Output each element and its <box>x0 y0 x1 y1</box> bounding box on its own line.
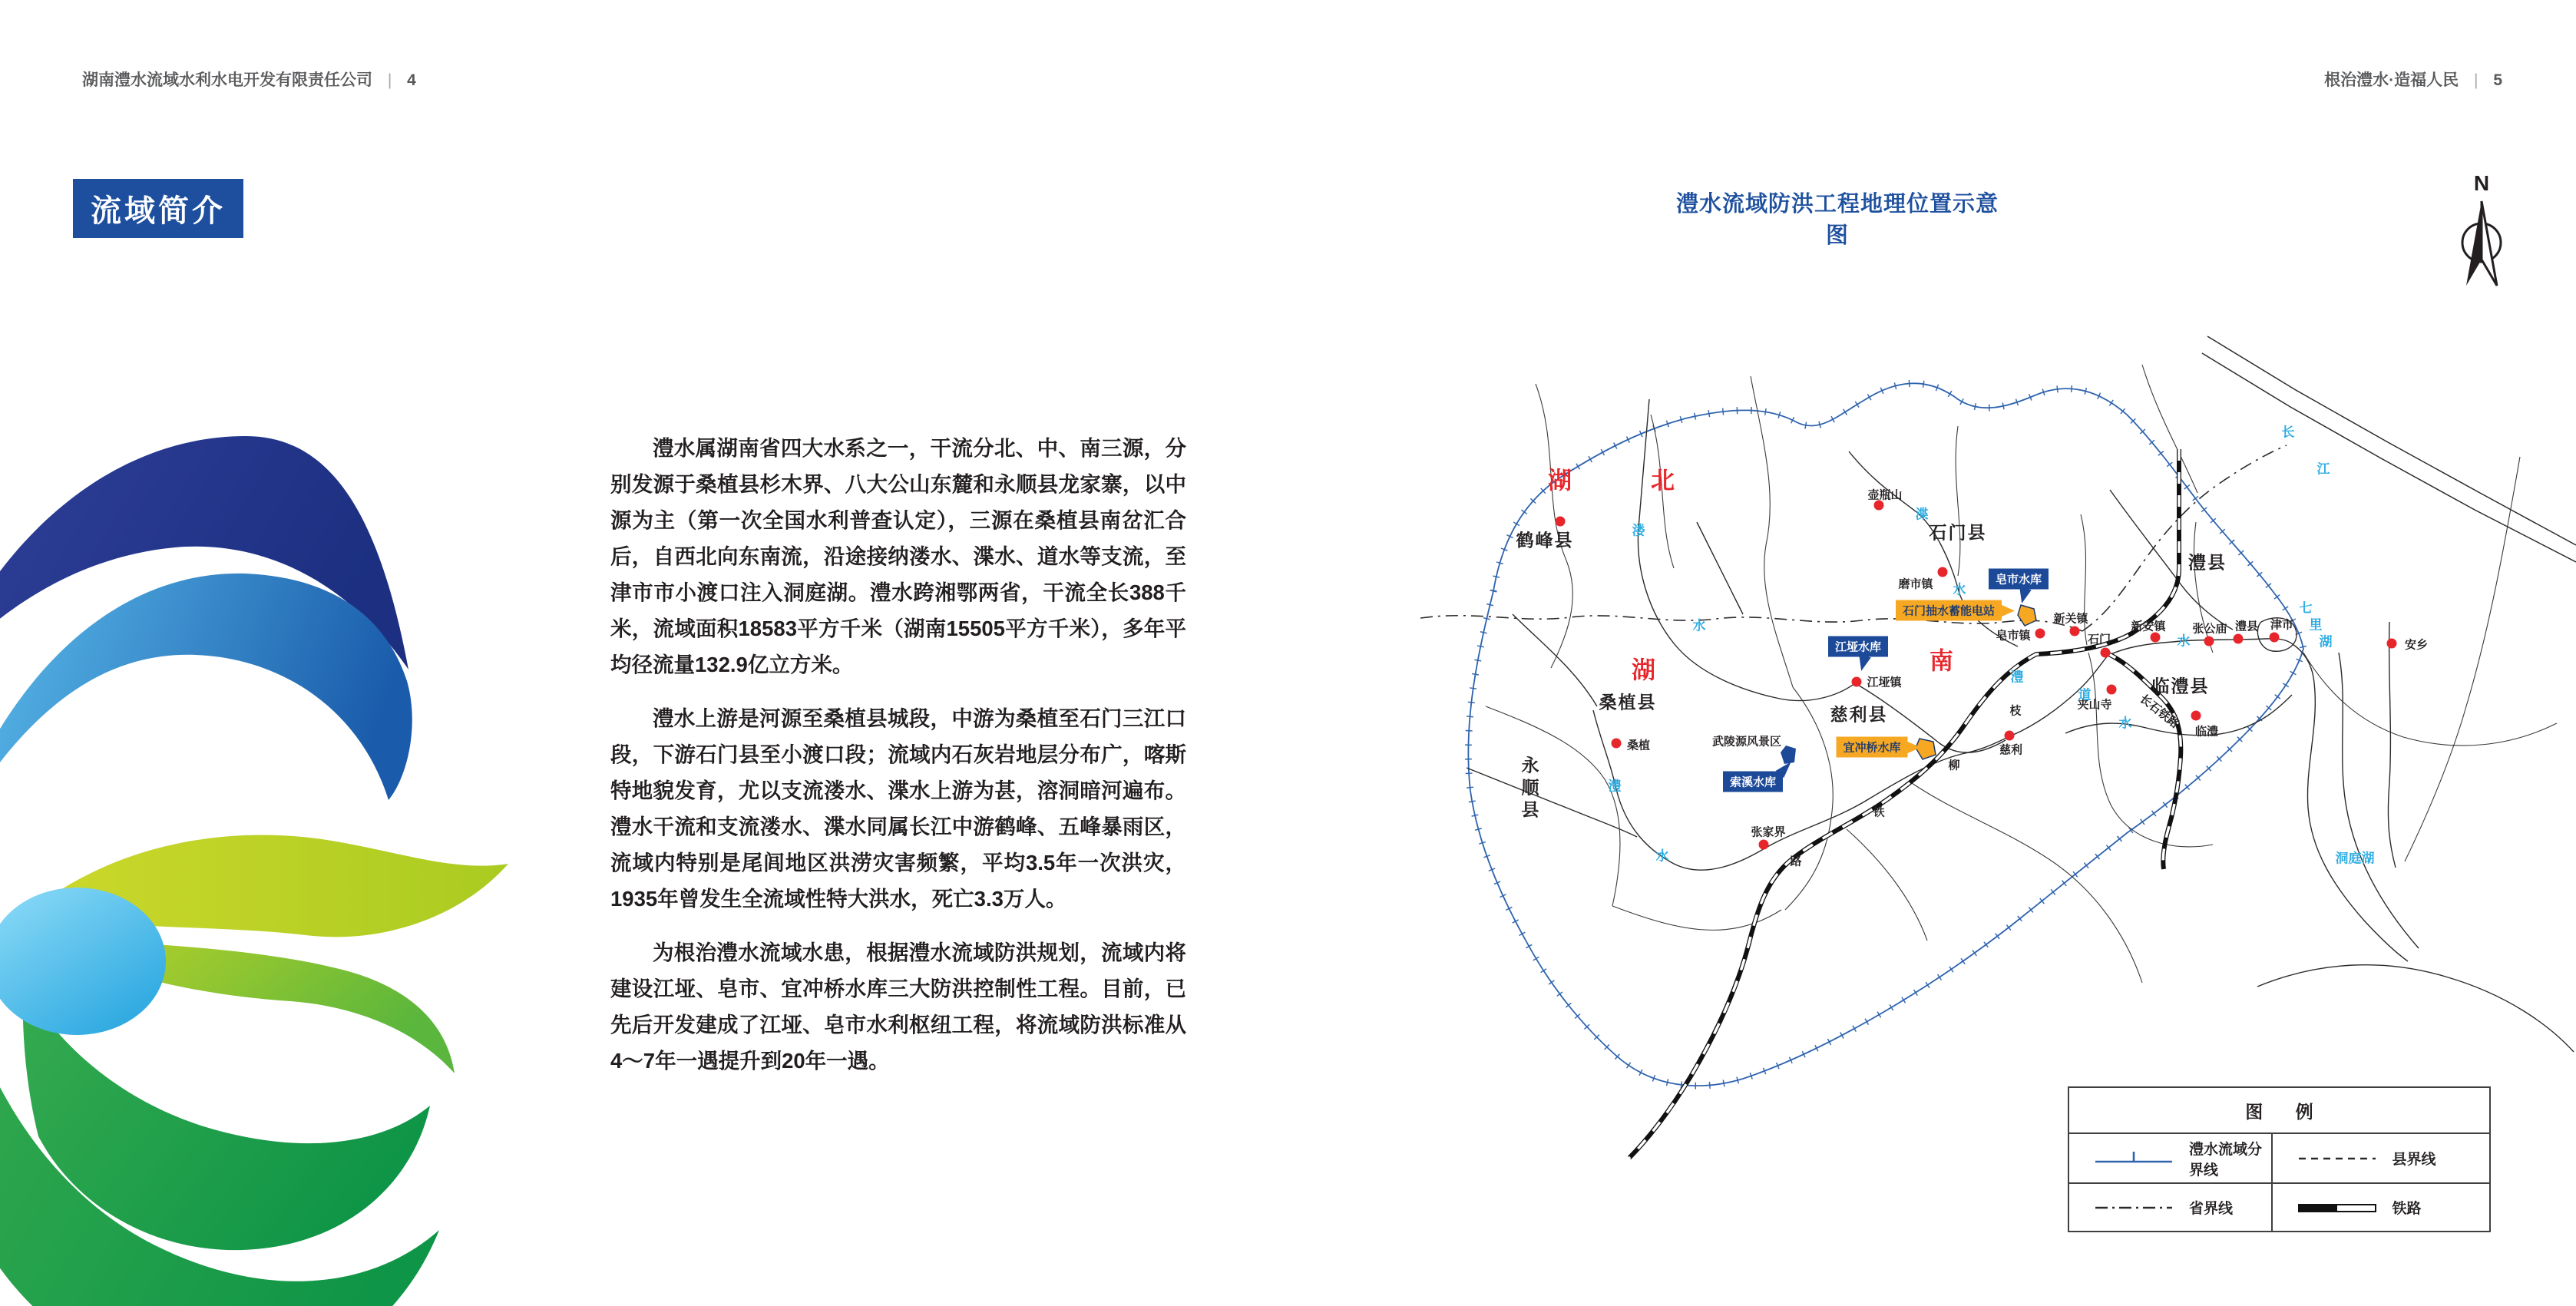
town-label: 石门 <box>2087 633 2111 646</box>
map-title: 澧水流域防洪工程地理位置示意图 <box>1675 192 1999 248</box>
county-label: 澧县 <box>2188 552 2227 573</box>
town-label: 澧县 <box>2234 620 2259 633</box>
legend-item-county: 县界线 <box>2271 1134 2489 1182</box>
paragraph: 澧水上游是河源至桑植县城段，中游为桑植至石门三江口段，下游石门县至小渡口段；流域内石灰岩地层分布广，喀斯特地貌发育，尤以支流溇水、渫水上游为甚，溶洞暗河遍布。澧水干流和支流溇水、渫水同属长江中游鹤峰、五峰暴雨区，流域内特别是尾闾地区洪涝灾害频繁，平均3.5年一次洪灾，1935年曾发生全流域性特大洪水，死亡3.3万人。 <box>610 706 1186 911</box>
lishui-river <box>1593 656 2108 870</box>
county-line-icon <box>2294 1149 2380 1169</box>
paragraph: 澧水属湖南省四大水系之一，干流分北、中、南三源，分别发源于桑植县杉木界、八大公山东麓和永顺县龙家寨，以中源为主（第一次全国水利普查认定），三源在桑植县南岔汇合后，自西北向东南流，沿途接纳溇水、渫水、道水等支流，至津市市小渡口注入洞庭湖。澧水跨湘鄂两省，干流全长388千米，流域面积18583平方千米（湖南15505平方千米），多年平均径流量132.9亿立方米。 <box>610 436 1186 676</box>
compass-north-icon <box>2454 167 2509 296</box>
header-separator: | <box>2474 71 2478 89</box>
city-dot <box>2191 711 2201 721</box>
river-label: 水 <box>1953 582 1966 597</box>
town-label: 新安镇 <box>2131 620 2166 633</box>
railway-line-icon <box>2294 1198 2380 1218</box>
compass-letter: N <box>2473 171 2490 195</box>
river-label: 道 <box>2078 687 2092 703</box>
yangtze-river <box>2202 336 2576 562</box>
city-dot <box>2107 685 2117 695</box>
poi-label: 武陵源风景区 <box>1711 735 1782 749</box>
county-label: 石门县 <box>1929 522 1987 543</box>
basin-line-icon <box>2091 1149 2177 1169</box>
railway-label: 枝 <box>2009 704 2022 718</box>
reservoir-callout: 石门抽水蓄能电站 <box>1896 600 2002 621</box>
county-label: 慈利县 <box>1830 704 1888 725</box>
town-label: 新关镇 <box>2053 612 2088 626</box>
railway-label: 路 <box>1790 855 1802 868</box>
river-label: 里 <box>2309 617 2323 633</box>
header-separator: | <box>387 71 392 89</box>
town-label: 慈利 <box>1999 743 2023 757</box>
river-label: 水 <box>2177 633 2191 649</box>
town-label: 壶瓶山 <box>1867 488 1903 502</box>
city-dot <box>2005 731 2015 741</box>
region-label: 南 <box>1930 647 1956 675</box>
railway-label: 长石铁路 <box>2137 692 2182 731</box>
company-logo <box>0 415 591 1306</box>
river-label: 溇 <box>1632 523 1645 538</box>
river-label: 七 <box>2299 600 2313 616</box>
loushui-river <box>1638 399 2006 752</box>
river-label: 洞庭湖 <box>2335 851 2375 866</box>
town-label: 皂市镇 <box>1996 629 2031 643</box>
page-number-left: 4 <box>407 71 416 89</box>
city-dot <box>1938 567 1948 577</box>
river-label: 长 <box>2281 425 2295 440</box>
reservoir-callout: 索溪水库 <box>1723 772 1783 792</box>
city-dot <box>2234 634 2244 644</box>
city-dot <box>2101 648 2111 658</box>
county-label: 桑植县 <box>1599 692 1657 713</box>
reservoir-callout: 江垭水库 <box>1828 636 1888 657</box>
city-dot <box>1556 517 1566 527</box>
city-dot <box>1759 840 1769 850</box>
town-label: 张公庙 <box>2192 622 2227 636</box>
region-label: 湖 <box>1548 467 1574 494</box>
right-page-header <box>2324 68 2502 91</box>
town-label: 安乡 <box>2404 638 2429 652</box>
province-line-icon <box>2091 1198 2177 1218</box>
paragraph: 为根治澧水流域水患，根据澧水流域防洪规划，流域内将建设江垭、皂市、宜冲桥水库三大防洪控制性工程。目前，已先后开发建成了江垭、皂市水利枢纽工程，将流域防洪标准从4～7年一遇提升到20年一遇。 <box>610 941 1186 1073</box>
town-label: 江垭镇 <box>1867 676 1902 689</box>
page-number-right: 5 <box>2493 71 2502 89</box>
slogan: 根治澧水·造福人民 <box>2324 71 2459 89</box>
logo-blue-arc <box>0 574 412 845</box>
reservoir-callout: 皂市水库 <box>1989 569 2049 590</box>
city-dot <box>2270 633 2280 643</box>
city-dot <box>1852 677 1862 687</box>
shimen-pumped-storage-marker <box>2018 605 2036 626</box>
legend-title: 图 例 <box>2069 1088 2489 1134</box>
river-label: 澧 <box>2010 670 2024 685</box>
town-label: 桑植 <box>1626 739 1651 752</box>
river-label: 水 <box>2118 716 2132 731</box>
town-label: 张家界 <box>1751 825 1786 839</box>
dongtinghu-shore <box>2257 965 2574 1052</box>
county-label: 永顺县 <box>1519 755 1539 823</box>
river-label: 渫 <box>1915 507 1929 522</box>
river-label: 水 <box>1655 848 1669 864</box>
city-dot <box>2035 629 2045 639</box>
legend-item-railway: 铁路 <box>2271 1182 2489 1231</box>
city-dot <box>2070 627 2080 636</box>
river-label: 水 <box>1692 618 1706 633</box>
section-title: 流域简介 <box>73 179 243 238</box>
rivers <box>1467 399 2574 1052</box>
county-label: 鹤峰县 <box>1516 530 1574 551</box>
city-dot <box>2204 636 2214 646</box>
reservoir-callout: 宜冲桥水库 <box>1836 737 1907 758</box>
county-label: 临澧县 <box>2151 676 2210 696</box>
anxiang-channel <box>2388 622 2396 868</box>
legend-item-basin: 澧水流域分界线 <box>2069 1134 2271 1182</box>
town-label: 磨市镇 <box>1898 577 1933 591</box>
left-page-header <box>82 68 416 91</box>
railway-label: 铁 <box>1873 805 1885 819</box>
city-dot <box>1612 739 1622 749</box>
river-label: 澧 <box>1608 779 1622 794</box>
town-label: 夹山寺 <box>2077 698 2112 712</box>
town-label: 津市 <box>2270 618 2294 632</box>
town-label: 临澧 <box>2194 725 2219 739</box>
river-label: 江 <box>2316 461 2330 477</box>
company-name: 湖南澧水流域水利水电开发有限责任公司 <box>82 71 372 89</box>
legend-item-province: 省界线 <box>2069 1182 2271 1231</box>
railway-label: 柳 <box>1948 759 1960 772</box>
map-legend <box>2068 1086 2491 1232</box>
body-paragraphs <box>610 430 1186 1096</box>
region-label: 北 <box>1651 467 1677 494</box>
region-label: 湖 <box>1632 656 1658 684</box>
river-label: 湖 <box>2319 634 2333 650</box>
city-dot <box>2387 639 2397 649</box>
